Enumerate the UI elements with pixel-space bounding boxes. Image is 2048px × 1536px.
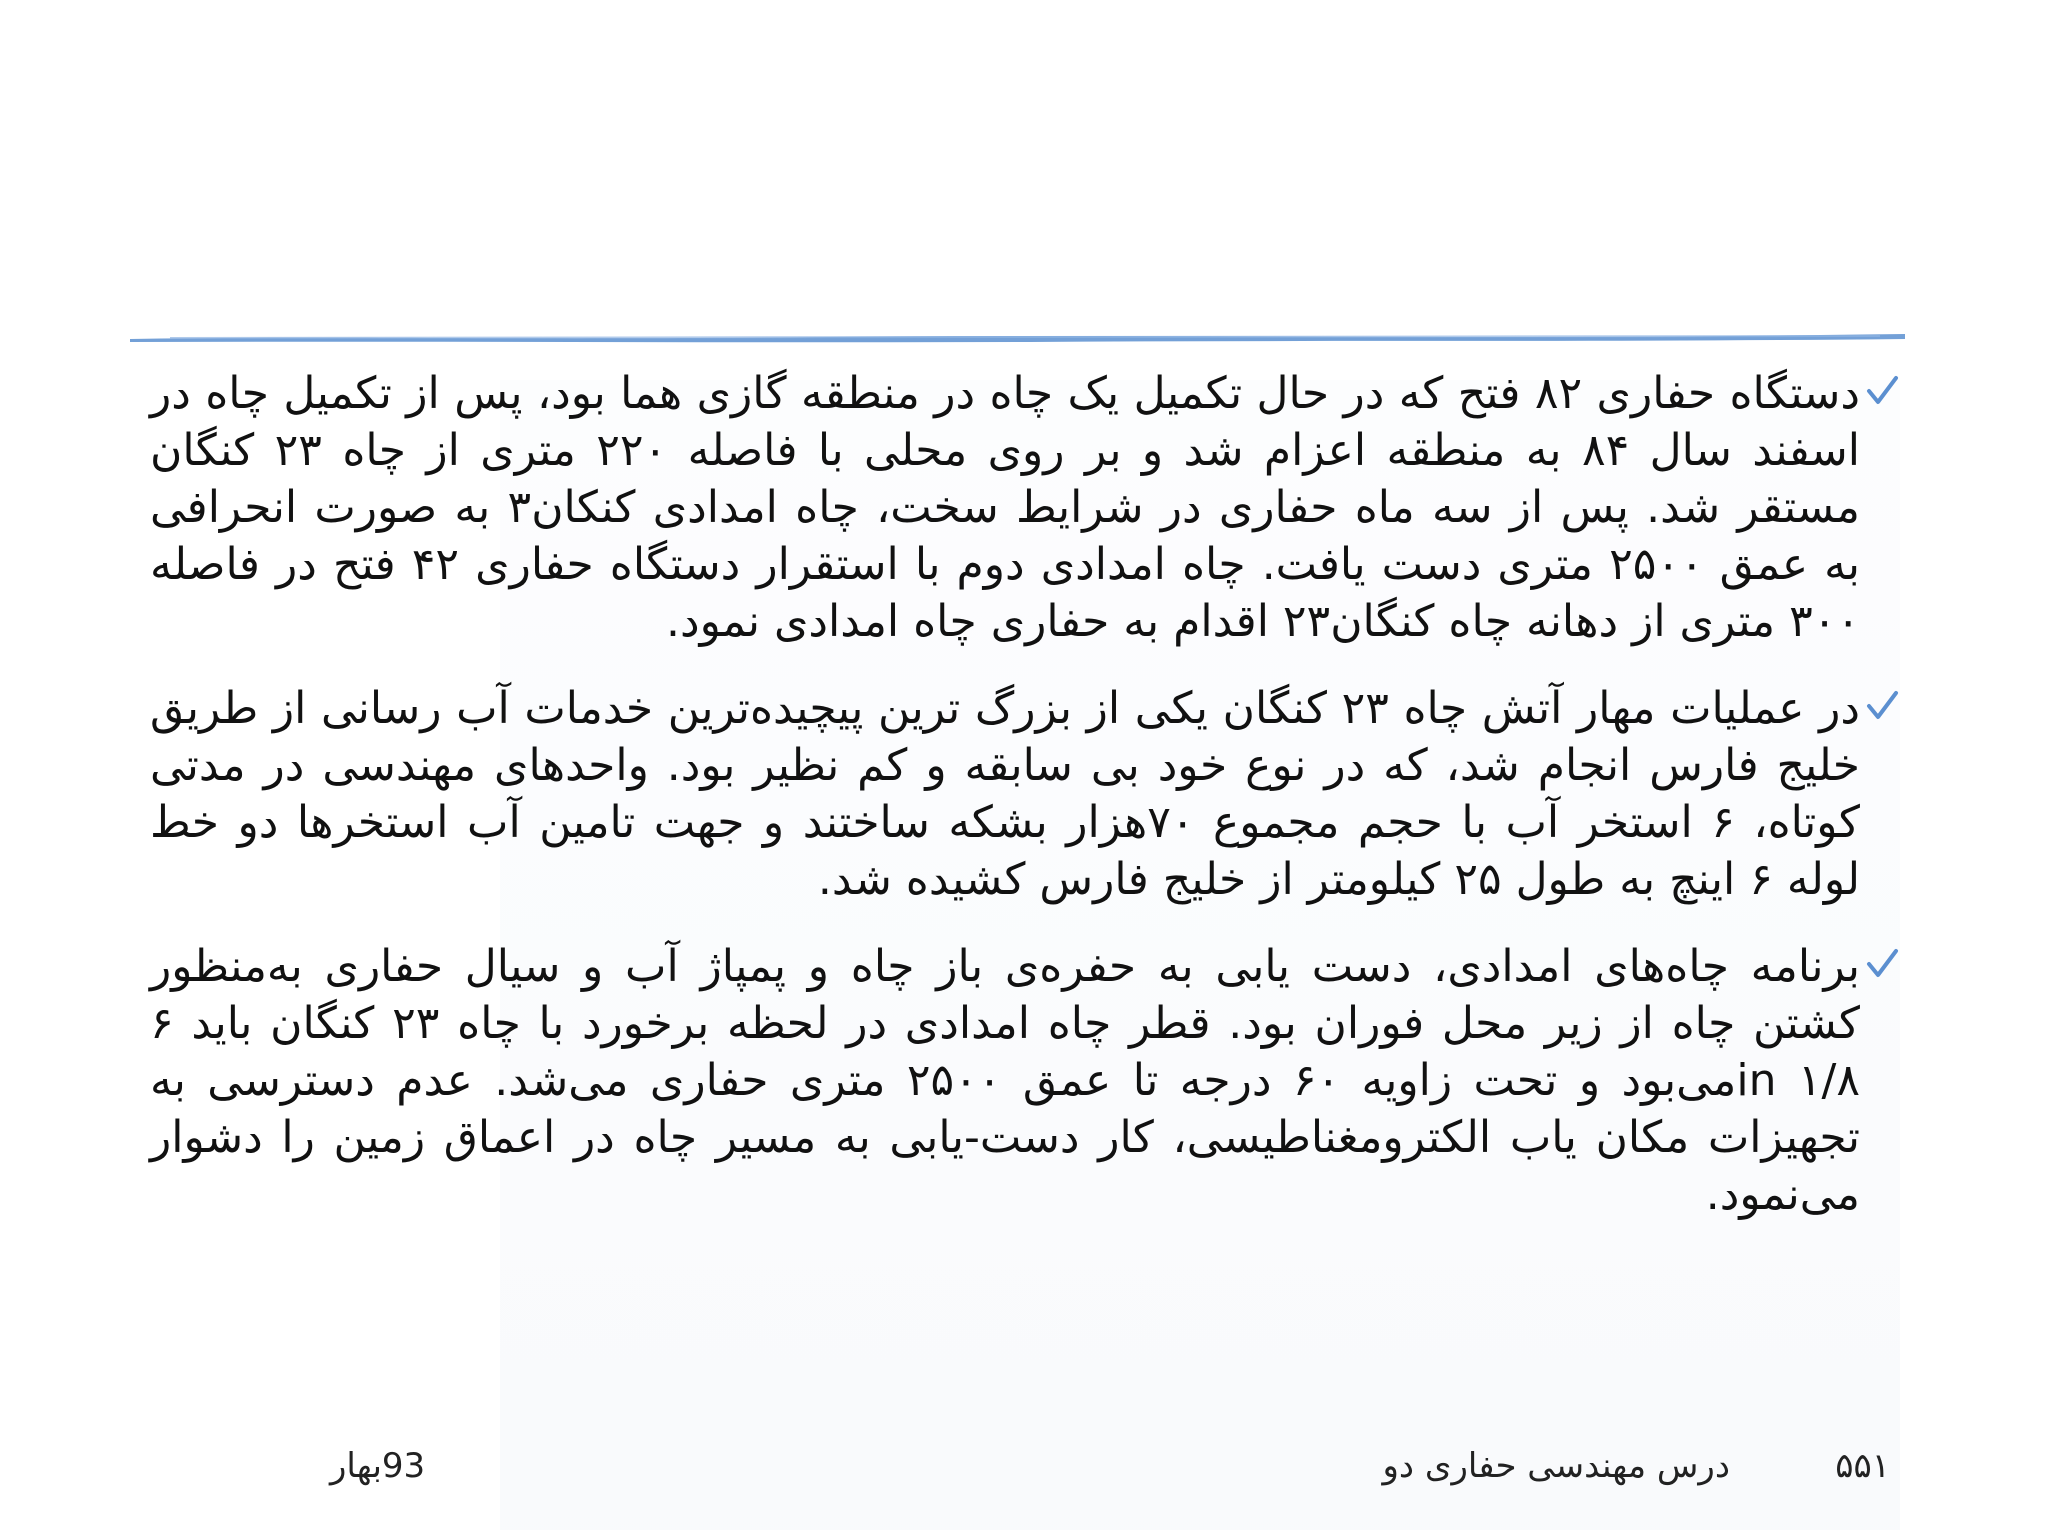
bullet-item: [150, 365, 1900, 650]
bullet-item: [150, 938, 1900, 1223]
footer-season: 93بهار: [330, 1446, 426, 1486]
footer: [0, 1440, 2048, 1500]
bullet-text: برنامه چاه‌های امدادی، دست یابی به حفره‌ی باز چاه و پمپاژ آب و سیال حفاری به‌منظور کشتن چاه از زیر محل فوران بود. قطر چاه امدادی در لحظه برخورد با چاه ۲۳ کنگان باید ۶ ۱/۸ inمی‌بود و تحت زاویه ۶۰ درجه تا عمق ۲۵۰۰ متری حفاری می‌شد. عدم دسترسی به تجهیزات مکان یاب الکترومغناطیسی، کار دست-یابی به مسیر چاه در اعماق زمین را دشوار می‌نمود.: [150, 941, 1860, 1220]
bullet-item: [150, 680, 1900, 908]
bullet-text: در عملیات مهار آتش چاه ۲۳ کنگان یکی از بزرگ ترین پیچیده‌ترین خدمات آب رسانی از طریق خلیج فارس انجام شد، که در نوع خود بی سابقه و کم نظیر بود. واحدهای مهندسی در مدتی کوتاه، ۶ استخر آب با حجم مجموع ۷۰هزار بشکه ساختند و جهت تامین آب استخرها دو خط لوله ۶ اینچ به طول ۲۵ کیلومتر از خلیج فارس کشیده شد.: [150, 683, 1860, 905]
bullet-list: [150, 365, 1900, 1253]
footer-course-title: درس مهندسی حفاری دو: [1382, 1446, 1730, 1486]
checkmark-icon: [1864, 688, 1900, 724]
checkmark-icon: [1864, 373, 1900, 409]
brush-divider: [130, 330, 1905, 344]
checkmark-icon: [1864, 946, 1900, 982]
bullet-text: دستگاه حفاری ۸۲ فتح که در حال تکمیل یک چاه در منطقه گازی هما بود، پس از تکمیل چاه در اسفند سال ۸۴ به منطقه اعزام شد و بر روی محلی با فاصله ۲۲۰ متری از چاه ۲۳ کنگان مستقر شد. پس از سه ماه حفاری در شرایط سخت، چاه امدادی کنکان۳ به صورت انحرافی به عمق ۲۵۰۰ متری دست یافت. چاه امدادی دوم با استقرار دستگاه حفاری ۴۲ فتح در فاصله ۳۰۰ متری از دهانه چاه کنگان۲۳ اقدام به حفاری چاه امدادی نمود.: [150, 368, 1861, 647]
page-number: ۵۵۱: [1835, 1446, 1890, 1486]
